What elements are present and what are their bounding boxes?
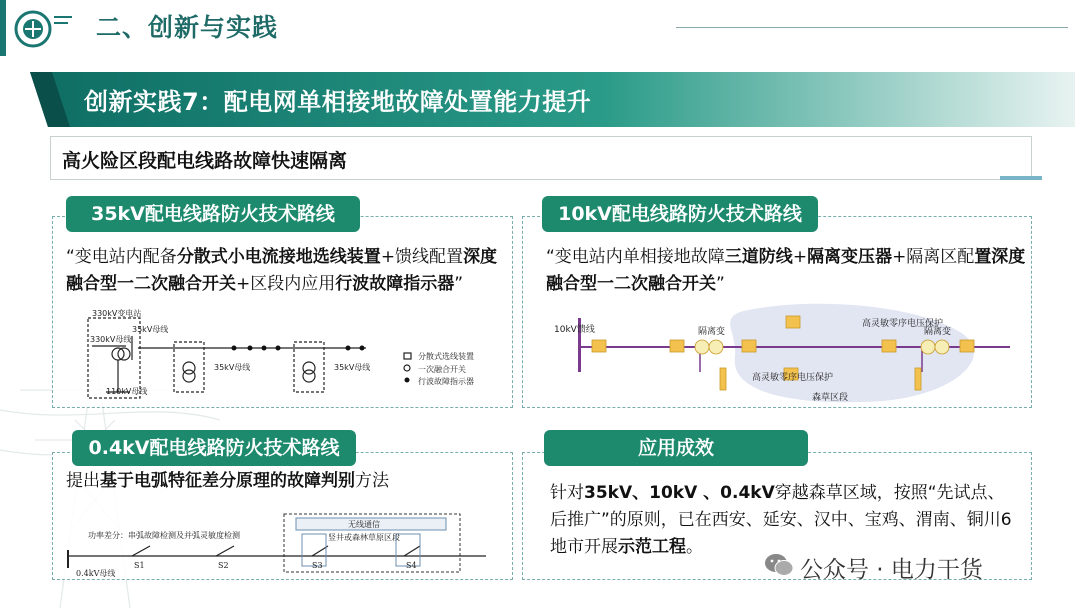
diagram-35kv xyxy=(66,306,506,402)
subtitle-accent xyxy=(1000,176,1042,180)
panel-35kv-title: 35kV配电线路防火技术路线 xyxy=(66,196,360,232)
panel-10kv-title: 10kV配电线路防火技术路线 xyxy=(542,196,818,232)
diag-label-forest: 森草区段 xyxy=(812,393,849,403)
diagram-04kv xyxy=(66,512,506,578)
diag-label-bus35-top: 35kV母线 xyxy=(132,325,169,334)
panel-04kv-title: 0.4kV配电线路防火技术路线 xyxy=(72,430,356,466)
diag-label-s2: S2 xyxy=(218,561,229,570)
diag-label-s1: S1 xyxy=(134,561,145,570)
diag-label-area: 竖井或森林草原区段 xyxy=(328,533,400,542)
header-accent-bar xyxy=(0,0,6,56)
diag-label-prot-bottom: 高灵敏零序电压保护 xyxy=(752,373,834,383)
diag-label-bus04: 0.4kV母线 xyxy=(76,569,116,578)
diag-label-prot-top: 高灵敏零序电压保护 xyxy=(862,319,944,329)
diag-label-bus35-mid: 35kV母线 xyxy=(214,363,251,372)
diag-legend-1: 分散式选线装置 xyxy=(418,352,474,361)
diag-label-wireless: 无线通信 xyxy=(348,520,380,529)
company-logo xyxy=(12,8,74,50)
watermark-text: 公众号 · 电力干货 xyxy=(800,557,983,583)
diag-label-bus35-right: 35kV母线 xyxy=(334,363,371,372)
panel-effect-text: 针对35kV、10kV 、0.4kV穿越森草区域，按照“先试点、后推广”的原则，已在西安、延安、汉中、宝鸡、渭南、铜川6地市开展示范工程。 xyxy=(550,483,1012,557)
diag-label-iso2: 隔离变 xyxy=(924,327,952,337)
diagram-10kv xyxy=(530,302,1024,404)
panel-effect-title: 应用成效 xyxy=(544,430,808,466)
header-rule xyxy=(676,27,1068,28)
section-title: 二、创新与实践 xyxy=(96,13,279,42)
banner-title: 创新实践7：配电网单相接地故障处置能力提升 xyxy=(84,88,592,116)
diag-label-power-diff: 功率差分：串弧故障检测及并弧灵敏度检测 xyxy=(88,531,240,540)
diag-label-bus110: 110kV母线 xyxy=(106,387,148,396)
diag-label-bus330: 330kV母线 xyxy=(90,335,132,344)
diag-legend-3: 行波故障指示器 xyxy=(418,377,474,386)
diag-label-feeder: 10kV馈线 xyxy=(554,325,595,335)
panel-10kv-text: “变电站内单相接地故障三道防线+隔离变压器+隔离区配置深度融合型一二次融合开关” xyxy=(546,247,1026,294)
diag-label-s3: S3 xyxy=(312,561,323,570)
diag-label-s4: S4 xyxy=(406,561,417,570)
diag-legend-2: 一次融合开关 xyxy=(418,365,466,374)
diag-label-iso1: 隔离变 xyxy=(698,327,726,337)
panel-35kv-text: “变电站内配备分散式小电流接地选线装置+馈线配置深度融合型一二次融合开关+区段内应用行波故障指示器” xyxy=(66,247,498,294)
traveling-wave-indicators xyxy=(232,346,410,383)
subtitle-text: 高火险区段配电线路故障快速隔离 xyxy=(62,150,348,172)
panel-04kv-text: 提出基于电弧特征差分原理的故障判别方法 xyxy=(66,471,389,491)
wechat-icon xyxy=(764,553,794,577)
diag-label-substation: 330kV变电站 xyxy=(92,309,142,318)
